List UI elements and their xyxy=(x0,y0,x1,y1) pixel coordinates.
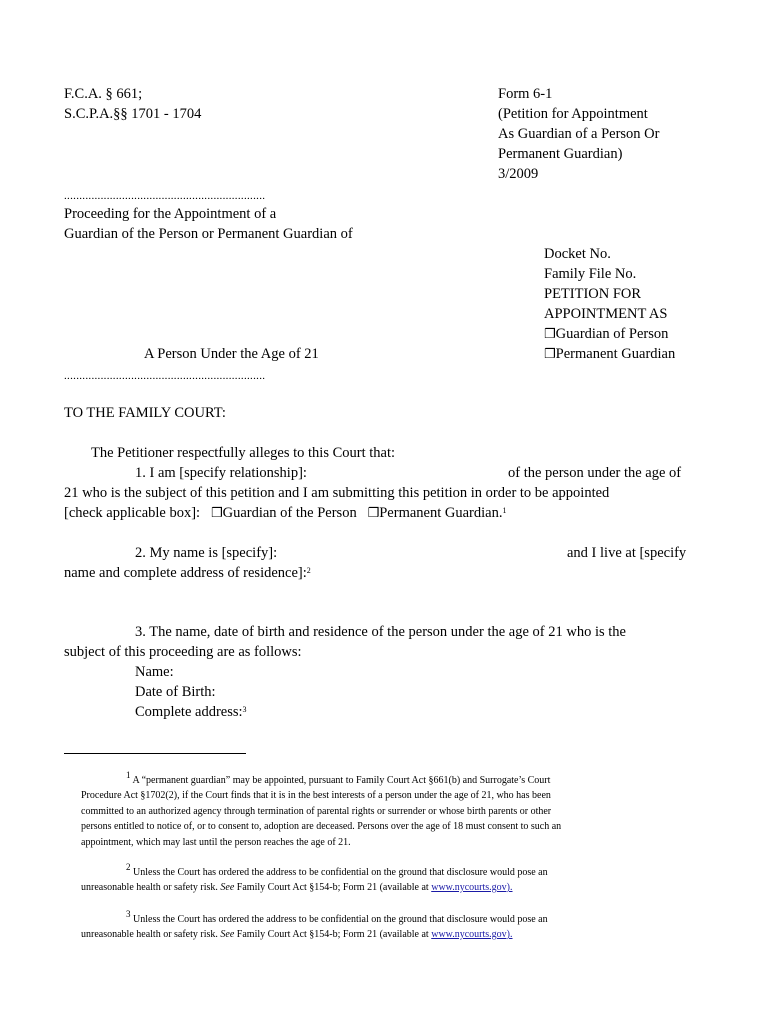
guardian-of-person-label: Guardian of Person xyxy=(555,326,669,342)
footnote-3-see: See xyxy=(220,929,235,940)
proceeding-title-line1: Proceeding for the Appointment of a xyxy=(64,206,277,222)
footnote-1-line4: persons entitled to notice of, or to consent to, adoption are deceased. Persons over the age of 18 must consent to such an xyxy=(81,821,562,832)
footnote-2-text: Unless the Court has ordered the address to be confidential on the ground that disclosure would pose an xyxy=(133,867,548,878)
footnote-2-see: See xyxy=(220,882,235,893)
paragraph1-line3 xyxy=(64,503,506,524)
subject-dob-label: Date of Birth: xyxy=(135,684,216,700)
footnote-2-risk-text: unreasonable health or safety risk. xyxy=(81,882,218,893)
checkbox-icon[interactable]: ❒ xyxy=(544,327,556,342)
subject-address-label-text: Complete address: xyxy=(135,704,243,720)
paragraph3-line1: 3. The name, date of birth and residence of the person under the age of 21 who is the xyxy=(135,624,626,640)
paragraph2-line2 xyxy=(64,563,311,583)
caption-dotted-line-top: .................................................................. xyxy=(64,190,266,202)
footnote-1-line1 xyxy=(126,770,551,789)
footnote-ref-3[interactable]: 3 xyxy=(242,705,247,714)
person-under-21-label: A Person Under the Age of 21 xyxy=(144,346,319,362)
subject-address-label xyxy=(135,702,247,722)
checkbox-icon[interactable]: ❒ xyxy=(544,347,556,362)
footnote-3-line2 xyxy=(81,927,513,943)
court-address: TO THE FAMILY COURT: xyxy=(64,405,226,421)
footnote-1-line2: Procedure Act §1702(2), if the Court finds that it is in the best interests of a person under the age of 21, who has been xyxy=(81,790,551,801)
footnote-ref-2[interactable]: 2 xyxy=(306,566,311,575)
paragraph2-line2-text: name and complete address of residence]: xyxy=(64,565,307,581)
footnote-3-reference: Family Court Act §154-b; Form 21 (available at xyxy=(236,929,429,940)
petition-heading-line1: PETITION FOR xyxy=(544,286,642,302)
footnote-2-number: 2 xyxy=(126,862,131,872)
footnote-1-line5: appointment, which may last until the person reaches the age of 21. xyxy=(81,837,351,848)
form-description-line2: As Guardian of a Person Or xyxy=(498,126,660,142)
form-date: 3/2009 xyxy=(498,166,539,182)
footnote-3-number: 3 xyxy=(126,909,131,919)
check-box-instruction: [check applicable box]: xyxy=(64,505,201,521)
proceeding-title-line2: Guardian of the Person or Permanent Guardian of xyxy=(64,226,353,242)
footnote-separator xyxy=(64,753,246,754)
paragraph1-relationship-label: 1. I am [specify relationship]: xyxy=(135,465,307,481)
footnote-3-risk-text: unreasonable health or safety risk. xyxy=(81,929,218,940)
nycourts-link[interactable]: www.nycourts.gov). xyxy=(431,929,513,940)
checkbox-icon[interactable]: ❒ xyxy=(210,506,223,521)
permanent-guardian-option[interactable] xyxy=(544,344,675,365)
subject-name-label: Name: xyxy=(135,664,174,680)
paragraph3-line2: subject of this proceeding are as follows: xyxy=(64,644,302,660)
checkbox-icon[interactable]: ❒ xyxy=(367,506,380,521)
footnote-2-line1 xyxy=(126,862,548,881)
petition-heading-line2: APPOINTMENT AS xyxy=(544,306,668,322)
form-description-line1: (Petition for Appointment xyxy=(498,106,648,122)
form-title: Form 6-1 xyxy=(498,86,553,102)
footnote-1-text: A “permanent guardian” may be appointed, pursuant to Family Court Act §661(b) and Surrogate’s Court xyxy=(132,775,551,786)
nycourts-link[interactable]: www.nycourts.gov). xyxy=(431,882,513,893)
footnote-1-number: 1 xyxy=(126,770,131,780)
statute-citation-scpa: S.C.P.A.§§ 1701 - 1704 xyxy=(64,106,202,122)
petition-intro: The Petitioner respectfully alleges to this Court that: xyxy=(91,445,396,461)
footnote-ref-1[interactable]: 1 xyxy=(502,506,507,515)
footnote-3-line1 xyxy=(126,909,548,928)
paragraph2-address-label: and I live at [specify xyxy=(567,545,687,561)
guardian-of-person-option[interactable] xyxy=(544,324,668,345)
form-description-line3: Permanent Guardian) xyxy=(498,146,623,162)
footnote-1-line3: committed to an authorized agency through termination of parental rights or surrender or whose birth parents or other xyxy=(81,806,552,817)
footnote-3-text: Unless the Court has ordered the address to be confidential on the ground that disclosure would pose an xyxy=(133,914,548,925)
paragraph2-name-label: 2. My name is [specify]: xyxy=(135,545,278,561)
paragraph1-continuation: of the person under the age of xyxy=(508,465,682,481)
paragraph1-line2: 21 who is the subject of this petition and I am submitting this petition in order to be appointed xyxy=(64,485,610,501)
footnote-2-reference: Family Court Act §154-b; Form 21 (available at xyxy=(236,882,429,893)
statute-citation-fca: F.C.A. § 661; xyxy=(64,86,143,102)
permanent-guardian-label: Permanent Guardian xyxy=(555,346,676,362)
caption-dotted-line-bottom: .................................................................. xyxy=(64,370,266,382)
family-file-number-label: Family File No. xyxy=(544,266,637,282)
docket-number-label: Docket No. xyxy=(544,246,611,262)
footnote-2-line2 xyxy=(81,880,513,896)
permanent-guardian-option-text: Permanent Guardian. xyxy=(379,505,503,521)
guardian-of-person-option-text: Guardian of the Person xyxy=(222,505,357,521)
